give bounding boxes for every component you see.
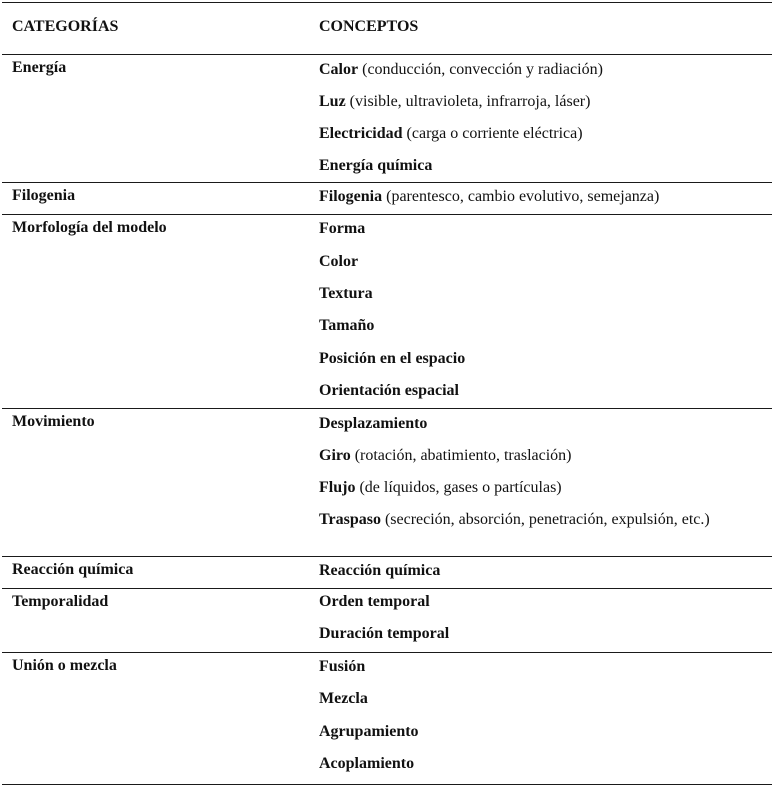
concept-item: Forma	[319, 220, 366, 237]
concept-item: Acoplamiento	[319, 755, 415, 772]
header-categories: CATEGORÍAS	[12, 18, 119, 35]
row-rule	[2, 408, 772, 409]
row-rule	[2, 588, 772, 589]
concept-item: Tamaño	[319, 317, 375, 334]
concept-item: Traspaso (secreción, absorción, penetración, expulsión, etc.)	[319, 511, 710, 528]
concept-item: Fusión	[319, 658, 366, 675]
concept-item: Orden temporal	[319, 593, 430, 610]
concept-item: Orientación espacial	[319, 382, 459, 399]
row-rule	[2, 556, 772, 557]
concept-item: Desplazamiento	[319, 415, 428, 432]
category-label: Morfología del modelo	[12, 219, 167, 236]
row-rule	[2, 182, 772, 183]
concept-item: Filogenia (parentesco, cambio evolutivo, semejanza)	[319, 188, 660, 205]
table-top-rule	[2, 2, 772, 3]
concept-item: Luz (visible, ultravioleta, infrarroja, láser)	[319, 93, 591, 110]
concept-item: Mezcla	[319, 690, 368, 707]
concept-item: Agrupamiento	[319, 723, 419, 740]
table-bottom-rule	[2, 784, 772, 785]
concept-item: Posición en el espacio	[319, 350, 466, 367]
concept-item: Calor (conducción, convección y radiación)	[319, 61, 603, 78]
concept-item: Duración temporal	[319, 625, 450, 642]
category-label: Temporalidad	[12, 593, 109, 610]
concept-item: Giro (rotación, abatimiento, traslación)	[319, 447, 572, 464]
concept-item: Reacción química	[319, 562, 441, 579]
concept-item: Energía química	[319, 157, 433, 174]
category-label: Movimiento	[12, 413, 95, 430]
row-rule	[2, 214, 772, 215]
category-label: Unión o mezcla	[12, 657, 117, 674]
concept-item: Flujo (de líquidos, gases o partículas)	[319, 479, 562, 496]
category-label: Energía	[12, 59, 67, 76]
concept-item: Textura	[319, 285, 373, 302]
header-concepts: CONCEPTOS	[319, 18, 419, 35]
header-rule	[2, 54, 772, 55]
concept-item: Color	[319, 253, 359, 270]
category-label: Reacción química	[12, 561, 134, 578]
row-rule	[2, 652, 772, 653]
category-label: Filogenia	[12, 187, 76, 204]
concept-item: Electricidad (carga o corriente eléctrica)	[319, 125, 583, 142]
